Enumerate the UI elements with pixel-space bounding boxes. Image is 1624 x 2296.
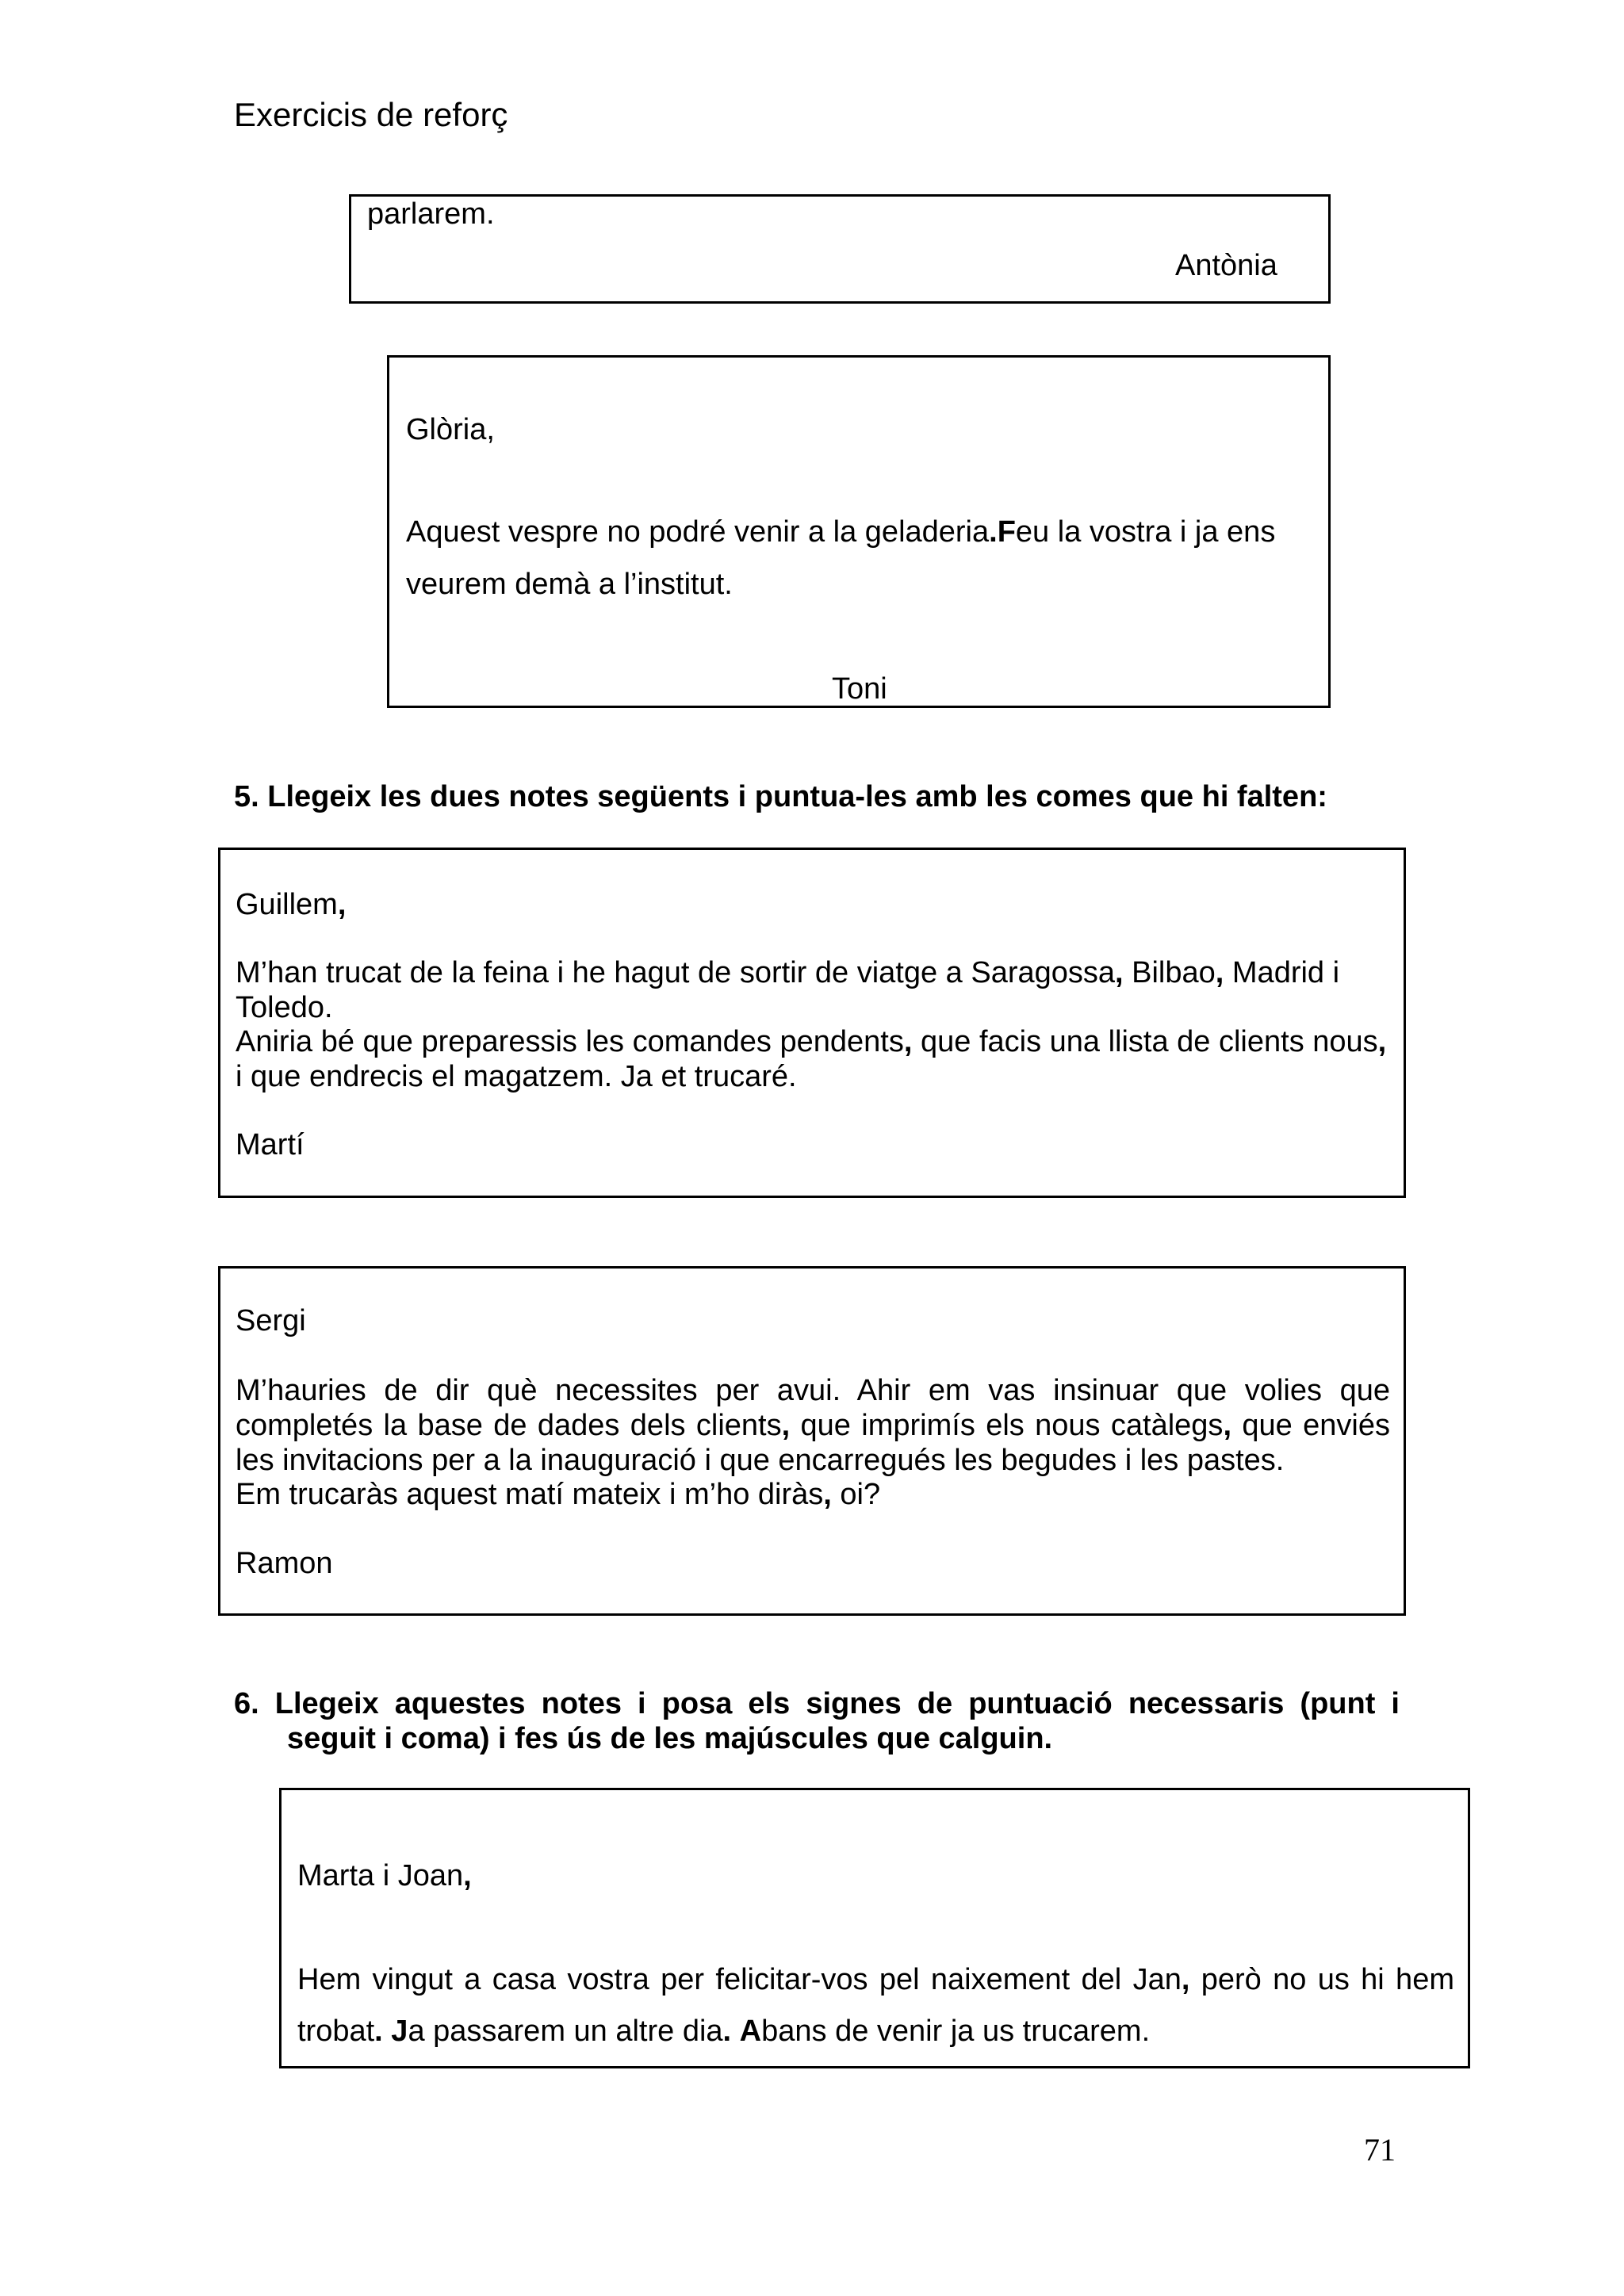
note-line [236,1408,1390,1443]
text-run: eu la vostra i ja ens [1015,515,1276,549]
note-box-sergi [218,1266,1406,1616]
text-run: trobat [297,2015,375,2048]
note-greeting [236,887,346,922]
bold-punctuation: , [823,1478,832,1511]
note-line [236,1024,1386,1059]
bold-punctuation: , [1115,956,1124,989]
note-line: parlarem. [367,197,495,231]
bold-punctuation: . [722,2015,732,2048]
text-run: Madrid i [1224,956,1340,989]
note-box-toni [387,355,1331,708]
note-box-marta-joan [279,1788,1470,2068]
text-run: que facis una llista de clients nous [912,1025,1378,1058]
exercise-6-heading-line1: 6. Llegeix aquestes notes i posa els signes de puntuació necessaris (punt i [234,1687,1400,1720]
note-line [236,955,1339,990]
note-signature: Martí [236,1128,304,1161]
note-signature: Antònia [1175,249,1277,282]
bold-punctuation: , [1223,1409,1231,1442]
page-header-title: Exercicis de reforç [234,96,508,133]
bold-capital: J [391,2015,408,2048]
note-line: M’hauries de dir què necessites per avui. Ahir em vas insinuar que volies que [236,1374,1390,1407]
text-run: completés la base de dades dels clients [236,1409,782,1442]
note-greeting [297,1858,472,1893]
text-run: Guillem [236,888,338,921]
exercise-6-heading-line2: seguit i coma) i fes ús de les majúscules que calguin. [287,1722,1053,1755]
bold-punctuation: . [989,515,998,549]
note-line: Toledo. [236,991,333,1024]
text-run: Aniria bé que preparessis les comandes pendents [236,1025,904,1058]
note-box-antonia [349,194,1331,304]
bold-punctuation: , [1215,956,1224,989]
bold-punctuation: , [1377,1025,1387,1058]
bold-capital: F [997,515,1016,549]
text-run: Marta i Joan [297,1859,464,1892]
note-line [406,515,1275,549]
text-run: però no us hi hem [1189,1963,1454,1996]
text-run [383,2015,392,2048]
note-line [236,1477,880,1512]
text-run: Bilbao [1123,956,1216,989]
bold-capital: A [739,2015,762,2048]
text-run: oi? [831,1478,881,1511]
exercise-5-heading: 5. Llegeix les dues notes següents i puntua-les amb les comes que hi falten: [234,780,1327,813]
note-greeting: Glòria, [406,413,495,446]
note-signature: Ramon [236,1547,333,1580]
note-line: veurem demà a l’institut. [406,568,733,601]
note-line: les invitacions per a la inauguració i que encarregués les begudes i les pastes. [236,1444,1285,1477]
text-run: Aquest vespre no podré venir a la geladeria [406,515,990,549]
text-run: Hem vingut a casa vostra per felicitar-vos pel naixement del Jan [297,1963,1182,1996]
text-run: M’han trucat de la feina i he hagut de sortir de viatge a Saragossa [236,956,1116,989]
note-signature: Toni [832,672,887,706]
note-box-guillem [218,848,1406,1198]
text-run: Em trucaràs aquest matí mateix i m’ho diràs [236,1478,824,1511]
bold-punctuation: , [1181,1963,1190,1996]
bold-punctuation: . [374,2015,383,2048]
note-line: i que endrecis el magatzem. Ja et trucaré. [236,1060,797,1093]
text-run: que enviés [1231,1409,1390,1442]
text-run: que imprimís els nous catàlegs [790,1409,1224,1442]
note-line [297,1962,1454,1997]
bold-punctuation: , [781,1409,791,1442]
page-number: 71 [1364,2132,1396,2168]
bold-punctuation: , [463,1859,472,1892]
text-run: bans de venir ja us trucarem. [761,2015,1151,2048]
text-run: a passarem un altre dia [408,2015,723,2048]
note-greeting: Sergi [236,1304,306,1337]
bold-punctuation: , [903,1025,913,1058]
note-line [297,2014,1150,2049]
bold-punctuation: , [337,888,347,921]
text-run [731,2015,740,2048]
